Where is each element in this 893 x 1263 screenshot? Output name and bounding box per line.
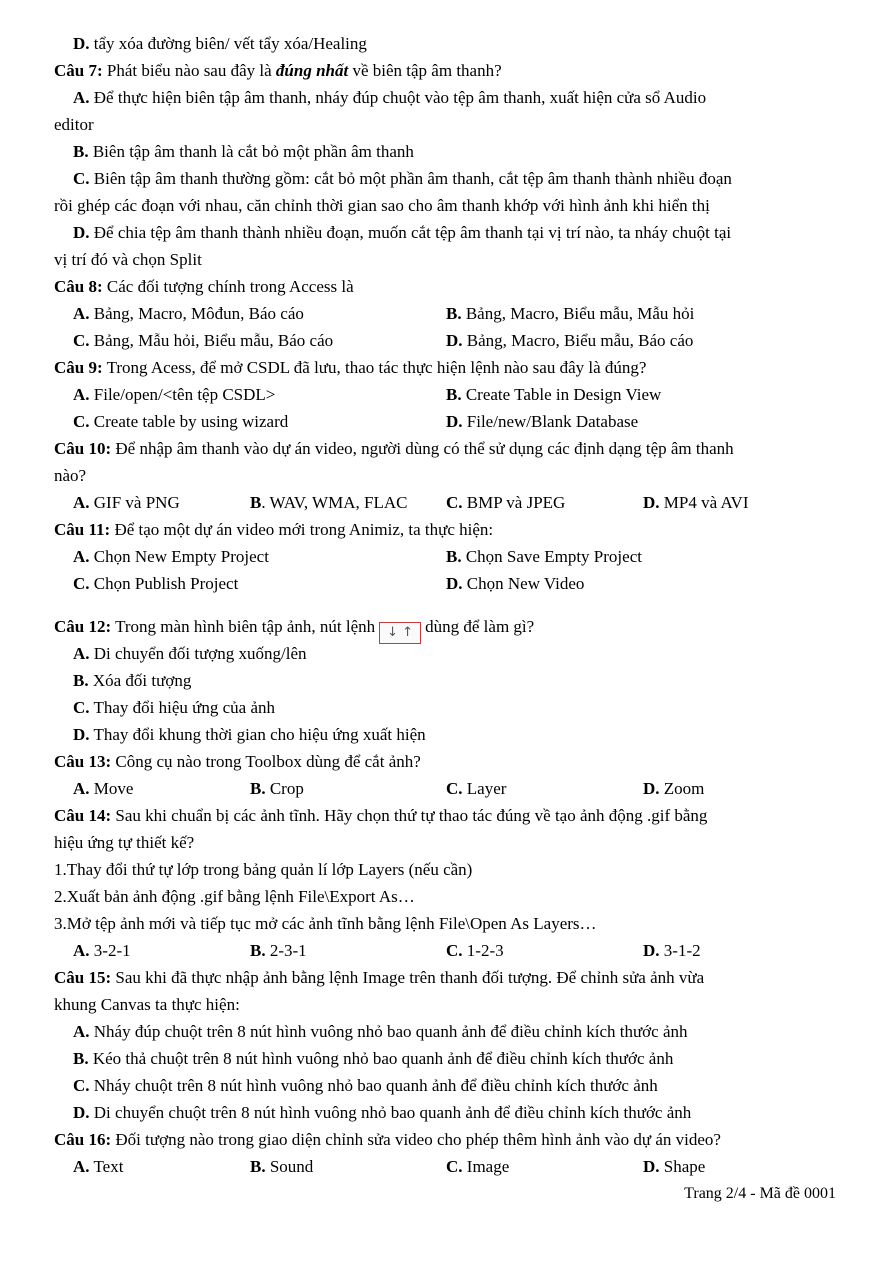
q13-option-c: C. Layer	[446, 779, 507, 798]
q14-step-1: 1.Thay đổi thứ tự lớp trong bảng quản lí lớp Layers (nếu cần)	[54, 860, 473, 879]
q14-option-b: B. 2-3-1	[250, 941, 307, 960]
q7-option-a-cont: editor	[54, 115, 94, 134]
q7-stem: Câu 7: Phát biểu nào sau đây là đúng nhất về biên tập âm thanh?	[54, 61, 502, 80]
q13-stem: Câu 13: Công cụ nào trong Toolbox dùng để cắt ảnh?	[54, 752, 421, 771]
q9-stem: Câu 9: Trong Acess, để mở CSDL đã lưu, thao tác thực hiện lệnh nào sau đây là đúng?	[54, 358, 647, 377]
q14-stem: Câu 14: Sau khi chuẩn bị các ảnh tĩnh. Hãy chọn thứ tự thao tác đúng về tạo ảnh động .gif bằng	[54, 806, 708, 825]
q10-option-b: B. WAV, WMA, FLAC	[250, 493, 408, 512]
q11-stem: Câu 11: Để tạo một dự án video mới trong Animiz, ta thực hiện:	[54, 520, 494, 539]
q10-option-c: C. BMP và JPEG	[446, 493, 566, 512]
q7-option-c-cont: rồi ghép các đoạn với nhau, căn chỉnh thời gian sao cho âm thanh khớp với hình ảnh khi hiển thị	[54, 196, 710, 215]
q7-option-a: A. Để thực hiện biên tập âm thanh, nháy đúp chuột vào tệp âm thanh, xuất hiện cửa sổ Audio	[73, 88, 707, 107]
q8-option-a: A. Bảng, Macro, Môđun, Báo cáo	[73, 304, 304, 323]
q15-option-d: D. Di chuyển chuột trên 8 nút hình vuông nhỏ bao quanh ảnh để điều chỉnh kích thước ảnh	[73, 1103, 692, 1122]
q12-stem: Câu 12: Trong màn hình biên tập ảnh, nút lệnh ↓ ↑ dùng để làm gì?	[54, 617, 534, 644]
q10-option-d: D. MP4 và AVI	[643, 493, 749, 512]
q14-option-c: C. 1-2-3	[446, 941, 504, 960]
move-down-up-icon: ↓ ↑	[379, 622, 421, 644]
q16-option-b: B. Sound	[250, 1157, 314, 1176]
q7-option-b: B. Biên tập âm thanh là cắt bỏ một phần âm thanh	[73, 142, 414, 161]
q7-option-d: D. Để chia tệp âm thanh thành nhiều đoạn, muốn cắt tệp âm thanh tại vị trí nào, ta nháy chuột tại	[73, 223, 732, 242]
q13-option-a: A. Move	[73, 779, 134, 798]
q16-option-c: C. Image	[446, 1157, 510, 1176]
q10-stem: Câu 10: Để nhập âm thanh vào dự án video, người dùng có thể sử dụng các định dạng tệp âm thanh	[54, 439, 734, 458]
q14-option-d: D. 3-1-2	[643, 941, 701, 960]
q7-option-c: C. Biên tập âm thanh thường gồm: cắt bỏ một phần âm thanh, cắt tệp âm thanh thành nhiều đoạn	[73, 169, 732, 188]
q7-option-d-cont: vị trí đó và chọn Split	[54, 250, 202, 269]
q11-option-d: D. Chọn New Video	[446, 574, 585, 593]
q9-option-a: A. File/open/<tên tệp CSDL>	[73, 385, 276, 404]
q14-option-a: A. 3-2-1	[73, 941, 131, 960]
q15-stem: Câu 15: Sau khi đã thực nhập ảnh bằng lệnh Image trên thanh đối tượng. Để chỉnh sửa ảnh vừa	[54, 968, 705, 987]
q9-option-c: C. Create table by using wizard	[73, 412, 289, 431]
q8-option-c: C. Bảng, Mẫu hỏi, Biểu mẫu, Báo cáo	[73, 331, 334, 350]
q12-option-c: C. Thay đổi hiệu ứng của ảnh	[73, 698, 275, 717]
q15-stem-cont: khung Canvas ta thực hiện:	[54, 995, 240, 1014]
q11-option-c: C. Chọn Publish Project	[73, 574, 239, 593]
q14-step-3: 3.Mở tệp ảnh mới và tiếp tục mở các ảnh tĩnh bằng lệnh File\Open As Layers…	[54, 914, 597, 933]
q8-option-d: D. Bảng, Macro, Biểu mẫu, Báo cáo	[446, 331, 694, 350]
q6-option-d: D. tẩy xóa đường biên/ vết tẩy xóa/Healing	[73, 34, 367, 53]
q16-option-a: A. Text	[73, 1157, 124, 1176]
q16-stem: Câu 16: Đối tượng nào trong giao diện chỉnh sửa video cho phép thêm hình ảnh vào dự án video?	[54, 1130, 721, 1149]
q15-option-b: B. Kéo thả chuột trên 8 nút hình vuông nhỏ bao quanh ảnh để điều chỉnh kích thước ảnh	[73, 1049, 674, 1068]
q14-step-2: 2.Xuất bản ảnh động .gif bằng lệnh File\Export As…	[54, 887, 415, 906]
q8-option-b: B. Bảng, Macro, Biểu mẫu, Mẫu hỏi	[446, 304, 695, 323]
q13-option-d: D. Zoom	[643, 779, 705, 798]
q15-option-c: C. Nháy chuột trên 8 nút hình vuông nhỏ bao quanh ảnh để điều chỉnh kích thước ảnh	[73, 1076, 658, 1095]
q12-option-b: B. Xóa đối tượng	[73, 671, 192, 690]
q14-stem-cont: hiệu ứng tự thiết kế?	[54, 833, 195, 852]
q10-option-a: A. GIF và PNG	[73, 493, 180, 512]
page-footer: Trang 2/4 - Mã đề 0001	[684, 1185, 836, 1202]
q15-option-a: A. Nháy đúp chuột trên 8 nút hình vuông nhỏ bao quanh ảnh để điều chỉnh kích thước ảnh	[73, 1022, 688, 1041]
q9-option-b: B. Create Table in Design View	[446, 385, 662, 404]
q12-option-d: D. Thay đổi khung thời gian cho hiệu ứng xuất hiện	[73, 725, 426, 744]
q9-option-d: D. File/new/Blank Database	[446, 412, 639, 431]
q8-stem: Câu 8: Các đối tượng chính trong Access là	[54, 277, 354, 296]
q11-option-a: A. Chọn New Empty Project	[73, 547, 269, 566]
q10-stem-cont: nào?	[54, 466, 87, 485]
q16-option-d: D. Shape	[643, 1157, 706, 1176]
q11-option-b: B. Chọn Save Empty Project	[446, 547, 642, 566]
q13-option-b: B. Crop	[250, 779, 304, 798]
q12-option-a: A. Di chuyển đối tượng xuống/lên	[73, 644, 307, 663]
